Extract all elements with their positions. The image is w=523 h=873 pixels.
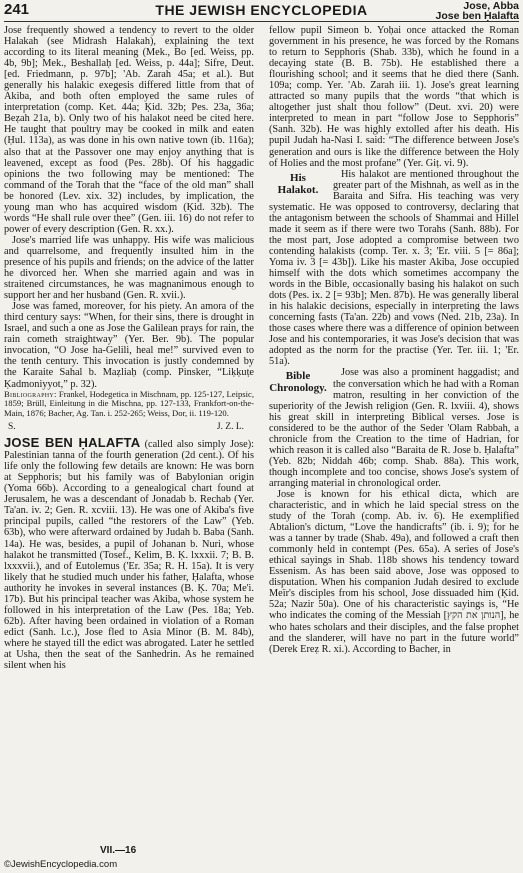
paragraph: Jose was famed, moreover, for his piety. An amora of the third century says: “When, for their sins, there is drought in Israel, and such a one as Jose the Galilean prays for rain, the rain cometh straightway” (Yer. Ber. 9b). The popular invocation, “O Jose ha-Gelili, heal me!” survived even to the tenth century. This invocation is justly condemned by the Karaite Sahal b. Maẓliaḥ (comp. Pinsker, “Liḳḳuṭe Ḳadmoniyyot,” p. 32). xyxy=(4,301,254,390)
bibliography-label: Bibliography: xyxy=(4,388,57,399)
volume-signature: VII.—16 xyxy=(100,845,137,856)
paragraph-text: ], he who hates scholars and their disciples, and the false prophet and the slanderer, will have no part in the future world” (Derek Ereẓ R. xi.). According to Bacher, in xyxy=(269,610,519,655)
signature-right: J. Z. L. xyxy=(216,422,244,433)
left-column xyxy=(4,25,254,841)
running-head-line1: Jose, Abba xyxy=(463,0,519,12)
paragraph-text: His halakot are mentioned throughout the greater part of the Mishnah, as well as in the Baraita and Sifra. His teaching was very systematic. He was opposed to controversy, declaring that the antagonism between the schools of Shammai and Hillel made it seem as if there were two Torahs (Sanh. 88b). For the most part, Jose adopted a compromise between two contending halakists (comp. Ter. x. 3; 'Er. viii. 5 [= 86a]; Yoma iv. 3 [= 43b]). Like his master Akiba, Jose occupied himself with the dots which sometimes accompany the words in the Bible, occasionally basing his halakot on such dots (Pes. ix. 2 [= 93b]; Men. 87b). He was generally liberal in his halakic decisions, especially in interpreting the laws concerning fasts (Ta'an. 22b) and vows (Ned. 21b, 23a). In those cases where there was a difference of opinion between Jose and his contemporaries, it was Jose's decision that was adopted as the norm for the practise (Yer. Ter. iii. 1; 'Er. 51a). xyxy=(269,168,519,368)
running-title: THE JEWISH ENCYCLOPEDIA xyxy=(155,2,368,18)
bibliography xyxy=(4,390,254,419)
paragraph-text: Jose was also a prominent haggadist; and the conversation which he had with a Roman matron, resulting in her conviction of the superiority of the Jewish religion (Gen. R. lxviii. 4), shows his great skill in interpreting Biblical verses. Jose is considered to be the author of the Seder 'Olam Rabbah, a chronicle from the Creation to the time of Hadrian, for which reason it is called also “Baraita de R. Jose b. Ḥalafta” (Yeb. 82b; Niddah 46b; comp. Shab. 88a). This work, though incomplete and too concise, shows Jose's system of arranging material in chronological order. xyxy=(269,367,519,489)
paragraph xyxy=(269,169,519,368)
page-footer xyxy=(0,843,523,873)
page-number: 241 xyxy=(4,1,30,18)
paragraph xyxy=(269,489,519,655)
side-heading-halakot: His Halakot. xyxy=(277,171,319,196)
header-rule xyxy=(4,21,519,22)
signature-row xyxy=(4,422,254,433)
copyright-link[interactable]: ©JewishEncyclopedia.com xyxy=(4,859,118,870)
running-head-line2: Jose ben Ḥalafta xyxy=(435,10,519,22)
paragraph: Jose's married life was unhappy. His wife was malicious and quarrelsome, and frequently insulted him in the presence of his pupils and friends; on the advice of the latter he divorced her. When she married again and was in straitened circumstances, he was magnanimous enough to support her and her husband (Gen. R. xvii.). xyxy=(4,234,254,302)
page-header xyxy=(0,0,523,22)
article-title: JOSE BEN ḤALAFTA xyxy=(4,435,141,451)
paragraph: Jose frequently showed a tendency to revert to the older Halakah (see Midrash Halakah), explaining the text according to its literal meaning (Mek., Bo [ed. Weiss, pp. 4b, 9b]; Mek., Beshallaḥ [ed. Weiss, p. 44a]; Sifre, Deut. [ed. Friedmann, p. 97b]; 'Ab. Zarah 45a; et al.). But generally his halakic exegesis differed little from that of Akiba, and both often employed the same rules of interpretation (comp. Ket. 44a; Ḳid. 32b; Pes. 23a, 36a; Beẓah 21a, b). Only two of his halakot need be cited here. He taught that poultry may be cooked in milk and eaten (Ḥul. 113a), as was done in his own native town (ib. 116a); also that at the Passover one may enjoy anything that is leavened, except as food (Pes. 28b). Of his haggadic opinions the two following may be mentioned: The command of the Torah that the “face of the old man” shall be honored (Lev. xix. 32) includes, by implication, the young man who has acquired wisdom (Ḳid. 32b). The words “He shall rule over thee” (Gen. iii. 16) do not refer to power of every description (Gen. R. xx.). xyxy=(4,25,254,235)
side-heading-chronology: Bible Chronology. xyxy=(269,370,327,395)
hebrew-phrase: הנותן את הקץ xyxy=(447,610,501,622)
bibliography-text: Frankel, Hodegetica in Mischnam, pp. 125-127, Leipsic, 1859; Brüll, Einleitung in die Mischna, pp. 127-133, Frankfort-on-the-Main, 1876; Bacher, Ag. Tan. i. 252-265; Weiss, Dor, ii. 119-120. xyxy=(4,388,254,418)
paragraph-text: Jose is known for his ethical dicta, which are characteristic, and in which he laid special stress on the study of the Torah (comp. Ab. iv. 6). He exemplified Abtalion's dictum, “Love the handicrafts” (ib. i. 9); for he was a tanner by trade (Shab. 49a), and followed a craft then commonly held in contempt (Pes. 65a). A series of Jose's ethical sayings in Shab. 118b shows his tendency toward Essenism. As has been said above, Jose was opposed to disputation. When his companion Judah desired to exclude Meïr's disciples from his school, Jose dissuaded him (Ḳid. 52a; Nazir 50a). One of his characteristic sayings is, “He who indicates the coming of the Messiah [ xyxy=(269,488,519,622)
article-intro-text: (called also simply Jose): Palestinian tanna of the fourth generation (2d cent.). Of his life only the following few details are known: He was born at Sepphoris; but his family was of Babylonian origin (Yoma 66b). According to a genealogical chart found at Jerusalem, he was a descendant of Jonadab b. Rechab (Yer. Ta'an. iv. 2; Gen. R. xcviii. 13). He was one of Akiba's five principal pupils, called “the restorers of the Law” (Yeb. 63b), who were afterward ordained by Judah b. Baba (Sanh. 14a). He was, besides, a pupil of Johanan b. Nuri, whose halakot he transmitted (Tosef., Kelim, B. Ḳ. lxxxii. 7; B. B. lxxxvii.), and of Eutolemus ('Er. 35a; R. H. 15a). It is very likely that he studied much under his father, Ḥalafta, whose authority he invokes in several instances (B. Ḳ. 70a; Me'i. 17b). But his principal teacher was Akiba, whose system he followed in his interpretation of the Law (Pes. 18a; Yeb. 62b). After having been ordained in violation of a Roman edict (Sanh. l.c.), Jose fled to Asia Minor (B. M. 84b), where he stayed till the edict was abrogated. Later he settled at Usha, then the seat of the Sanhedrin. As he remained silent when his xyxy=(4,439,254,672)
paragraph xyxy=(269,367,519,489)
right-column xyxy=(269,25,519,841)
paragraph: fellow pupil Simeon b. Yoḥai once attacked the Roman government in his presence, he was forced by the Romans to return to Sepphoris (Shab. 33b), which he found in a decaying state (B. B. 75b). He established there a flourishing school; and it seems that he died there (Sanh. 109a; comp. Yer. 'Ab. Zarah iii. 1). Jose's great learning attracted so many pupils that the words “that which is altogether just shalt thou follow” (Deut. xvi. 20) were interpreted to mean in part “follow Jose to Sepphoris” (Sanh. 32b). He was highly extolled after his death. His pupil Judah ha-Nasi I. said: “The difference between Jose's generation and ours is like the difference between the Holy of Holies and the most profane” (Yer. Giṭ. vi. 9). xyxy=(269,25,519,169)
signature-left: S. xyxy=(8,422,16,433)
article-intro xyxy=(4,437,254,671)
running-head xyxy=(436,1,519,21)
